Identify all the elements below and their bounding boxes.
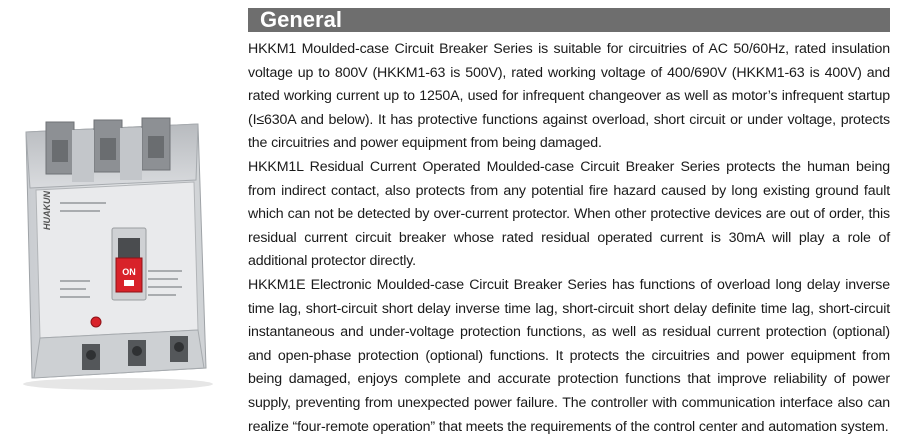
paragraph-hkkm1l: HKKM1L Residual Current Operated Moulded-case Circuit Breaker Series protects the human being from indirect contact, also protects from any potential fire hazard caused by long existing ground fault which can not be detected by over-current protector. When other protective devices are out of order, this residual current circuit breaker whose rated residual operated current is 30mA will play a role of additional protector directly. bbox=[248, 158, 890, 270]
paragraph-hkkm1: HKKM1 Moulded-case Circuit Breaker Series is suitable for circuitries of AC 50/60Hz, rated insulation voltage up to 800V (HKKM1-63 is 500V), rated working voltage of 400/690V (HKKM1-63 is 400V) and rated working current up to 1250A, used for infrequent changeover as well as motor’s infrequent startup (I≤630A and below). It has protective functions against overload, short circuit or under voltage, protects the circuitries and power equipment from being damaged. bbox=[248, 41, 890, 152]
brand-label: HUAKUN bbox=[42, 191, 52, 230]
section-header-bar bbox=[248, 8, 890, 32]
circuit-breaker-image bbox=[8, 110, 218, 390]
switch-on-label: ON bbox=[122, 267, 136, 277]
test-button[interactable] bbox=[91, 317, 101, 327]
section-title: General bbox=[260, 7, 342, 32]
description-text bbox=[248, 38, 890, 439]
paragraph-hkkm1e: HKKM1E Electronic Moulded-case Circuit Breaker Series has functions of overload long delay inverse time lag, short-circuit short delay inverse time lag, short-circuit short delay definite time lag, short-circuit instantaneous and under-voltage protection functions, as well as residual current protection (optional) and open-phase protection (optional) functions. It protects the circuitries and power equipment from being damaged, enjoys complete and accurate protection functions that improve reliability of power supply, preventing from unexpected power failure. The controller with communication interface also can realize “four-remote operation” that meets the requirements of the control center and automation system. bbox=[248, 276, 890, 435]
